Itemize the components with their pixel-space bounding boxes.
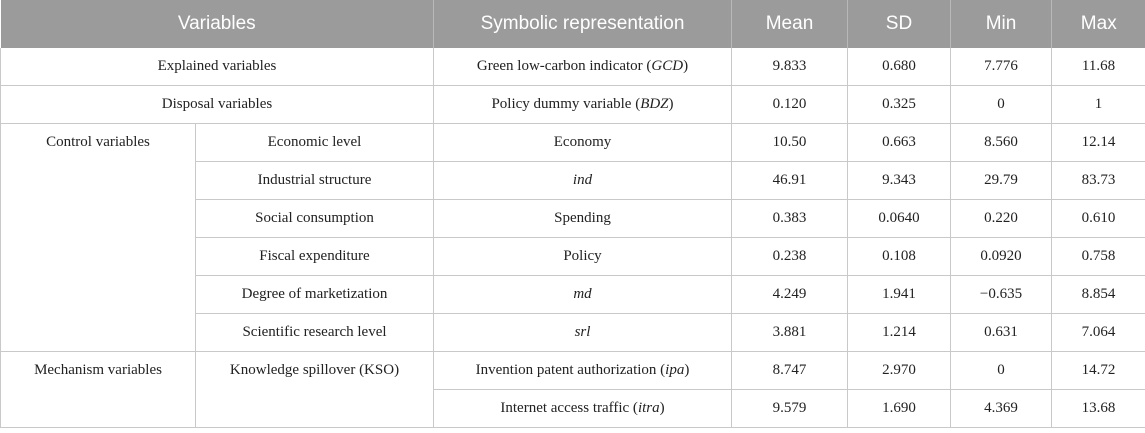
disposal-min: 0 bbox=[951, 86, 1052, 124]
explained-sd: 0.680 bbox=[848, 48, 951, 86]
mechanism-sd-itra: 1.690 bbox=[848, 390, 951, 428]
header-max: Max bbox=[1052, 0, 1145, 48]
control-symbol-consumption: Spending bbox=[434, 200, 732, 238]
mechanism-sd-ipa: 2.970 bbox=[848, 352, 951, 390]
header-row bbox=[1, 0, 1145, 48]
control-sd-fiscal: 0.108 bbox=[848, 238, 951, 276]
header-sd: SD bbox=[848, 0, 951, 48]
disposal-sd: 0.325 bbox=[848, 86, 951, 124]
control-min-economy: 8.560 bbox=[951, 124, 1052, 162]
mechanism-symbol-ipa-abbrev: ipa bbox=[665, 362, 685, 378]
table-row-explained bbox=[1, 48, 1145, 86]
mechanism-symbol-itra-text: Internet access traffic ( bbox=[500, 400, 638, 416]
control-min-fiscal: 0.0920 bbox=[951, 238, 1052, 276]
mechanism-symbol-itra bbox=[434, 390, 732, 428]
control-min-consumption: 0.220 bbox=[951, 200, 1052, 238]
mechanism-symbol-ipa-close: ) bbox=[684, 362, 690, 378]
control-sd-industry: 9.343 bbox=[848, 162, 951, 200]
control-symbol-fiscal: Policy bbox=[434, 238, 732, 276]
control-name-consumption: Social consumption bbox=[196, 200, 434, 238]
explained-max: 11.68 bbox=[1052, 48, 1145, 86]
explained-min: 7.776 bbox=[951, 48, 1052, 86]
mechanism-mean-itra: 9.579 bbox=[732, 390, 848, 428]
control-name-fiscal: Fiscal expenditure bbox=[196, 238, 434, 276]
control-min-marketization: −0.635 bbox=[951, 276, 1052, 314]
control-sd-marketization: 1.941 bbox=[848, 276, 951, 314]
mechanism-symbol-itra-close: ) bbox=[659, 400, 665, 416]
control-sd-consumption: 0.0640 bbox=[848, 200, 951, 238]
mechanism-min-itra: 4.369 bbox=[951, 390, 1052, 428]
explained-symbol bbox=[434, 48, 732, 86]
header-mean: Mean bbox=[732, 0, 848, 48]
mechanism-symbol-ipa bbox=[434, 352, 732, 390]
table-row-disposal bbox=[1, 86, 1145, 124]
mechanism-symbol-ipa-text: Invention patent authorization ( bbox=[475, 362, 666, 378]
control-mean-research: 3.881 bbox=[732, 314, 848, 352]
control-sd-research: 1.214 bbox=[848, 314, 951, 352]
control-symbol-economy: Economy bbox=[434, 124, 732, 162]
disposal-max: 1 bbox=[1052, 86, 1145, 124]
explained-mean: 9.833 bbox=[732, 48, 848, 86]
disposal-variables-label: Disposal variables bbox=[1, 86, 434, 124]
control-name-industry: Industrial structure bbox=[196, 162, 434, 200]
control-symbol-research: srl bbox=[434, 314, 732, 352]
header-variables: Variables bbox=[1, 0, 434, 48]
control-max-marketization: 8.854 bbox=[1052, 276, 1145, 314]
control-name-research: Scientific research level bbox=[196, 314, 434, 352]
header-symbolic-representation: Symbolic representation bbox=[434, 0, 732, 48]
disposal-mean: 0.120 bbox=[732, 86, 848, 124]
explained-symbol-close: ) bbox=[683, 58, 689, 74]
disposal-symbol bbox=[434, 86, 732, 124]
control-max-consumption: 0.610 bbox=[1052, 200, 1145, 238]
mechanism-variables-label: Mechanism variables bbox=[1, 352, 196, 428]
control-symbol-industry: ind bbox=[434, 162, 732, 200]
control-name-marketization: Degree of marketization bbox=[196, 276, 434, 314]
control-mean-economy: 10.50 bbox=[732, 124, 848, 162]
control-min-industry: 29.79 bbox=[951, 162, 1052, 200]
control-min-research: 0.631 bbox=[951, 314, 1052, 352]
control-max-fiscal: 0.758 bbox=[1052, 238, 1145, 276]
control-mean-industry: 46.91 bbox=[732, 162, 848, 200]
explained-symbol-abbrev: GCD bbox=[651, 58, 684, 74]
control-mean-fiscal: 0.238 bbox=[732, 238, 848, 276]
explained-variables-label: Explained variables bbox=[1, 48, 434, 86]
control-max-industry: 83.73 bbox=[1052, 162, 1145, 200]
disposal-symbol-abbrev: BDZ bbox=[640, 96, 669, 112]
control-variables-label: Control variables bbox=[1, 124, 196, 352]
disposal-symbol-close: ) bbox=[668, 96, 674, 112]
mechanism-max-ipa: 14.72 bbox=[1052, 352, 1145, 390]
explained-symbol-text: Green low-carbon indicator ( bbox=[476, 58, 652, 74]
header-min: Min bbox=[951, 0, 1052, 48]
table-row-control-economy bbox=[1, 124, 1145, 162]
mechanism-max-itra: 13.68 bbox=[1052, 390, 1145, 428]
mechanism-sublabel-kso: Knowledge spillover (KSO) bbox=[196, 352, 434, 428]
control-symbol-marketization: md bbox=[434, 276, 732, 314]
control-mean-consumption: 0.383 bbox=[732, 200, 848, 238]
mechanism-min-ipa: 0 bbox=[951, 352, 1052, 390]
control-max-research: 7.064 bbox=[1052, 314, 1145, 352]
disposal-symbol-text: Policy dummy variable ( bbox=[491, 96, 641, 112]
table-row-mechanism-ipa bbox=[1, 352, 1145, 390]
mechanism-mean-ipa: 8.747 bbox=[732, 352, 848, 390]
mechanism-symbol-itra-abbrev: itra bbox=[637, 400, 660, 416]
control-mean-marketization: 4.249 bbox=[732, 276, 848, 314]
control-sd-economy: 0.663 bbox=[848, 124, 951, 162]
control-max-economy: 12.14 bbox=[1052, 124, 1145, 162]
control-name-economy: Economic level bbox=[196, 124, 434, 162]
